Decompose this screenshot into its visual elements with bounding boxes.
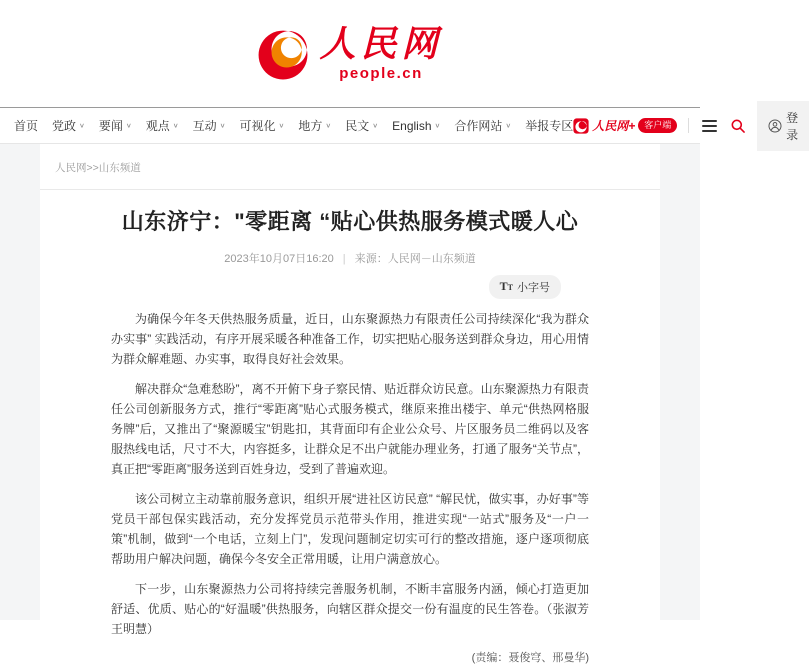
site-header — [0, 0, 700, 107]
nav-item-party-politics[interactable] — [52, 117, 85, 134]
nav-item-label: 要闻 — [98, 119, 123, 133]
chevron-down-icon: ∨ — [278, 121, 285, 130]
user-icon — [768, 119, 782, 133]
client-badge: 客户端 — [638, 118, 677, 133]
nav-item-label: 可视化 — [239, 119, 276, 133]
nav-item-opinions[interactable] — [146, 117, 179, 134]
chevron-down-icon: ∨ — [434, 121, 441, 130]
font-size-label: 小字号 — [517, 281, 550, 294]
article-paragraph: 为确保今年冬天供热服务质量，近日，山东聚源热力有限责任公司持续深化“我为群众办实事” 实践活动，有序开展采暖各种准备工作，切实把贴心服务送到群众身边，用心用情为群众解难题、办实事，取得良好社会效果。 — [111, 311, 589, 366]
font-size-icon: T T — [499, 279, 513, 294]
main-nav — [0, 107, 799, 144]
chevron-down-icon: ∨ — [125, 121, 132, 130]
article-source[interactable]: 来源：人民网－山东频道 — [354, 252, 476, 265]
nav-item-label: English — [392, 118, 432, 133]
nav-item-interaction[interactable] — [193, 117, 226, 134]
nav-item-label: 举报专区 — [525, 119, 574, 133]
chevron-down-icon: ∨ — [372, 121, 379, 130]
peoples-daily-client-logo[interactable] — [573, 117, 677, 134]
article-title: 山东济宁："零距离 “贴心供热服务模式暖人心 — [121, 209, 579, 234]
nav-divider — [688, 118, 689, 133]
meta-separator: | — [342, 252, 346, 265]
article-paragraph: 解决群众“急难愁盼”，离不开俯下身子察民情、贴近群众访民意。山东聚源热力有限责任公司创新服务方式，推行“零距离”贴心式服务模式，继原来推出楼宇、单元“供热网格服务牌”后，又推出了“聚源暖宝”钥匙扣，其背面印有企业公众号、片区服务员二维码以及客服热线电话，尺寸不大，内容挺多，让群众足不出户就能办理业务，打通了服务“关节点”，真正把“零距离”服务送到百姓身边，受到了普遍欢迎。 — [111, 381, 589, 476]
nav-item-label: 互动 — [192, 119, 217, 133]
nav-item-label: 民文 — [345, 119, 370, 133]
peoplecn-swirl-icon — [257, 28, 309, 80]
login-label: 登录 — [786, 110, 799, 142]
chevron-down-icon: ∨ — [172, 121, 179, 130]
nav-right — [573, 101, 809, 151]
nav-item-partner-sites[interactable] — [454, 117, 511, 134]
editors-line: (责编：聂俊穹、邢曼华) — [471, 651, 589, 664]
article-date: 2023年10月07日16:20 — [224, 252, 334, 265]
nav-item-label: 地方 — [298, 119, 323, 133]
chevron-down-icon: ∨ — [325, 121, 332, 130]
nav-item-label: 首页 — [14, 119, 39, 133]
site-logo-title: 人民网 — [319, 22, 443, 64]
article-paragraph: 该公司树立主动靠前服务意识，组织开展“进社区访民意” “解民忧，做实事，办好事”等党员干部包保实践活动，充分发挥党员示范带头作用，推进实现“一站式”服务及“一户一策”机制，做到“一个电话，立刻上门”，发现问题制定切实可行的整改措施，逐户逐项彻底帮助用户解决问题，确保今冬安全正常用暖，让用户满意放心。 — [111, 491, 589, 566]
nav-item-visualization[interactable] — [240, 117, 285, 134]
breadcrumb[interactable]: 人民网>>山东频道 — [55, 162, 141, 174]
chevron-down-icon: ∨ — [219, 121, 226, 130]
nav-items — [14, 117, 573, 134]
menu-icon[interactable] — [700, 117, 719, 135]
article-paragraph: 下一步，山东聚源热力公司将持续完善服务机制，不断丰富服务内涵，倾心打造更加舒适、优质、贴心的“好温暖”供热服务，向辖区群众提交一份有温度的民生答卷。（张淑芳 王明慧） — [111, 581, 589, 636]
article-body — [111, 309, 589, 639]
nav-item-report-zone[interactable] — [525, 117, 573, 134]
nav-item-local[interactable] — [298, 117, 331, 134]
client-app-icon — [573, 118, 589, 134]
nav-item-english[interactable] — [392, 119, 440, 133]
article-card — [40, 144, 660, 664]
nav-item-label: 观点 — [145, 119, 170, 133]
nav-item-label: 合作网站 — [454, 119, 503, 133]
nav-item-minority-languages[interactable] — [345, 117, 378, 134]
nav-item-label: 党政 — [52, 119, 77, 133]
site-logo[interactable] — [257, 22, 443, 82]
nav-item-top-news[interactable] — [99, 117, 132, 134]
login-button[interactable] — [757, 101, 809, 151]
logo-text — [319, 22, 443, 82]
site-logo-subtitle: people.cn — [339, 64, 423, 82]
nav-item-home[interactable] — [14, 117, 38, 134]
chevron-down-icon: ∨ — [505, 121, 512, 130]
content-area — [0, 144, 700, 664]
article-toolbar — [111, 275, 589, 299]
search-icon[interactable] — [730, 118, 746, 134]
chevron-down-icon: ∨ — [79, 121, 85, 130]
article-meta — [55, 250, 645, 266]
divider — [40, 189, 660, 190]
client-brand-text: 人民网+ — [592, 119, 636, 133]
font-size-button[interactable] — [489, 275, 561, 299]
